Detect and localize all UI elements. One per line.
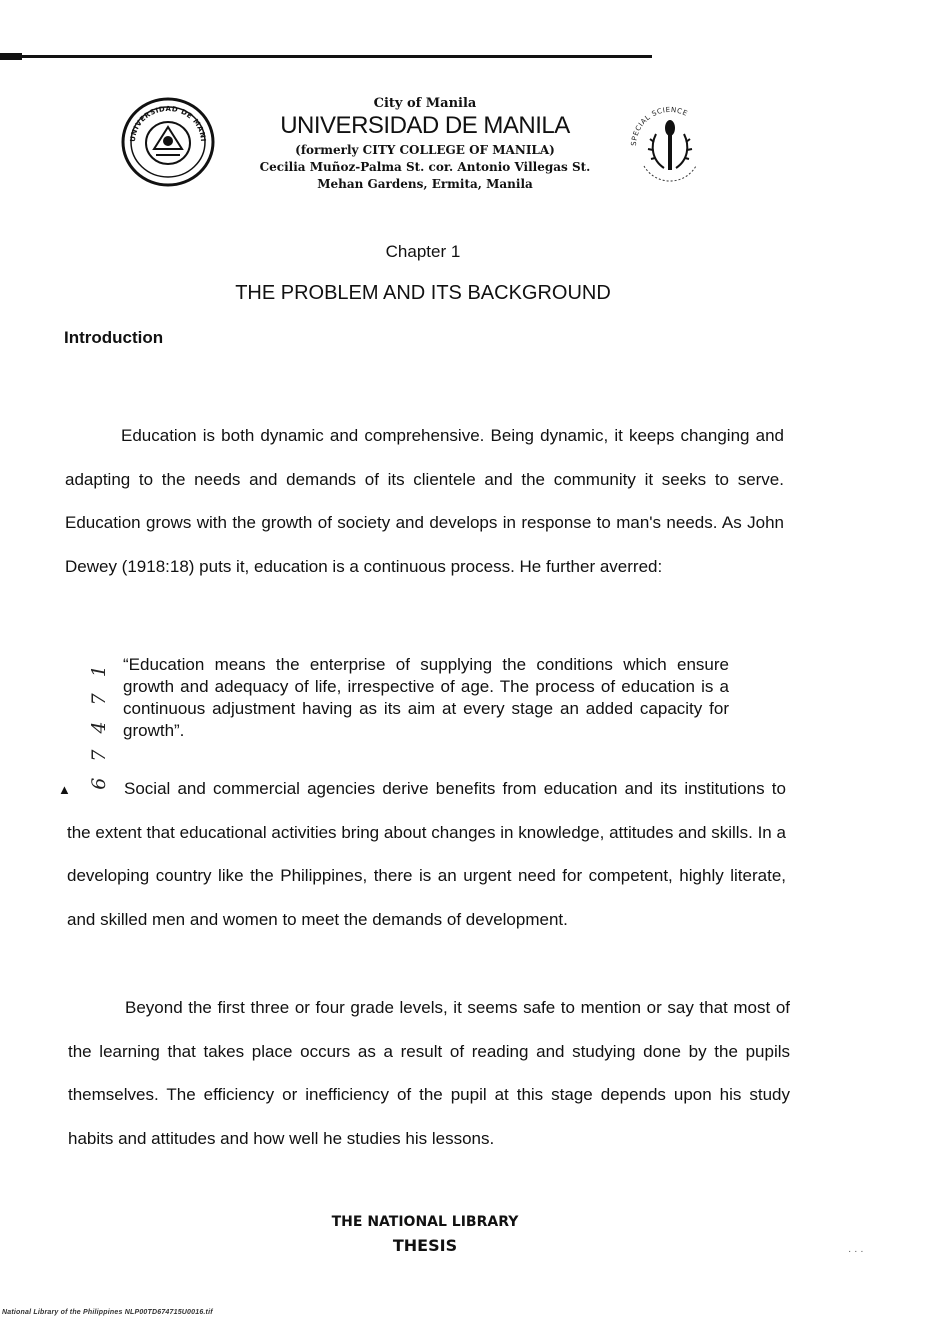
handwritten-accession-number: 6 7 4 7 1: [87, 660, 110, 790]
block-quote: “Education means the enterprise of supplying the conditions which ensure growth and adequacy of life, irrespective of age. The process of education is a continuous adjustment having as its aim at every stage an added capacity for growth”.: [123, 655, 729, 740]
address-line-1: Cecilia Muñoz-Palma St. cor. Antonio Villegas St.: [259, 160, 591, 174]
scan-specks: · · ·: [848, 1246, 864, 1257]
scan-edge-bar: [0, 55, 652, 58]
seal-left-text: UNIVERSIDAD DE MANI: [128, 104, 208, 143]
seal-right-graphic: [624, 98, 716, 190]
university-header: [250, 95, 600, 193]
library-stamp: [300, 1210, 550, 1258]
stamp-line-1: THE NATIONAL LIBRARY: [331, 1214, 519, 1230]
university-name: UNIVERSIDAD DE MANILA: [280, 112, 570, 139]
section-heading: Introduction: [64, 328, 164, 347]
paragraph-2: Social and commercial agencies derive benefits from education and its institutions to the extent that educational activities bring about changes in knowledge, attitudes and skills. In a developing country like the Philippines, there is an urgent need for competent, highly literate, and skilled men and women to meet the demands of development.: [67, 779, 786, 929]
chapter-title: THE PROBLEM AND ITS BACKGROUND: [235, 282, 611, 304]
former-name: (formerly CITY COLLEGE OF MANILA): [295, 143, 555, 157]
paragraph-1: Education is both dynamic and comprehensive. Being dynamic, it keeps changing and adapting to the needs and demands of its clientele and the community it seeks to serve. Education grows with the growth of society and develops in response to man's needs. As John Dewey (1918:18) puts it, education is a continuous process. He further averred:: [65, 426, 784, 576]
scan-source-footer: National Library of the Philippines NLP00TD674715U0016.tif: [2, 1309, 213, 1316]
school-seal-right: [624, 98, 716, 190]
seal-right-text: SPECIAL SCIENCE: [629, 105, 689, 147]
svg-text:UNIVERSIDAD DE MANILA: [121, 97, 207, 142]
city-name: City of Manila: [373, 96, 477, 111]
seal-left-graphic: [121, 97, 215, 187]
svg-text:SPECIAL SCIENCE: [630, 106, 689, 146]
paragraph-3: Beyond the first three or four grade levels, it seems safe to mention or say that most of the learning that takes place occurs as a result of reading and studying done by the pupils themselves. The efficiency or inefficiency of the pupil at this stage depends upon his study habits and attitudes and how well he studies his lessons.: [68, 998, 790, 1148]
address-line-2: Mehan Gardens, Ermita, Manila: [317, 177, 533, 191]
margin-arrow-icon: ▲: [58, 782, 71, 797]
stamp-line-2: THESIS: [392, 1236, 458, 1255]
university-seal-left: [121, 97, 215, 187]
chapter-label: Chapter 1: [385, 242, 461, 261]
